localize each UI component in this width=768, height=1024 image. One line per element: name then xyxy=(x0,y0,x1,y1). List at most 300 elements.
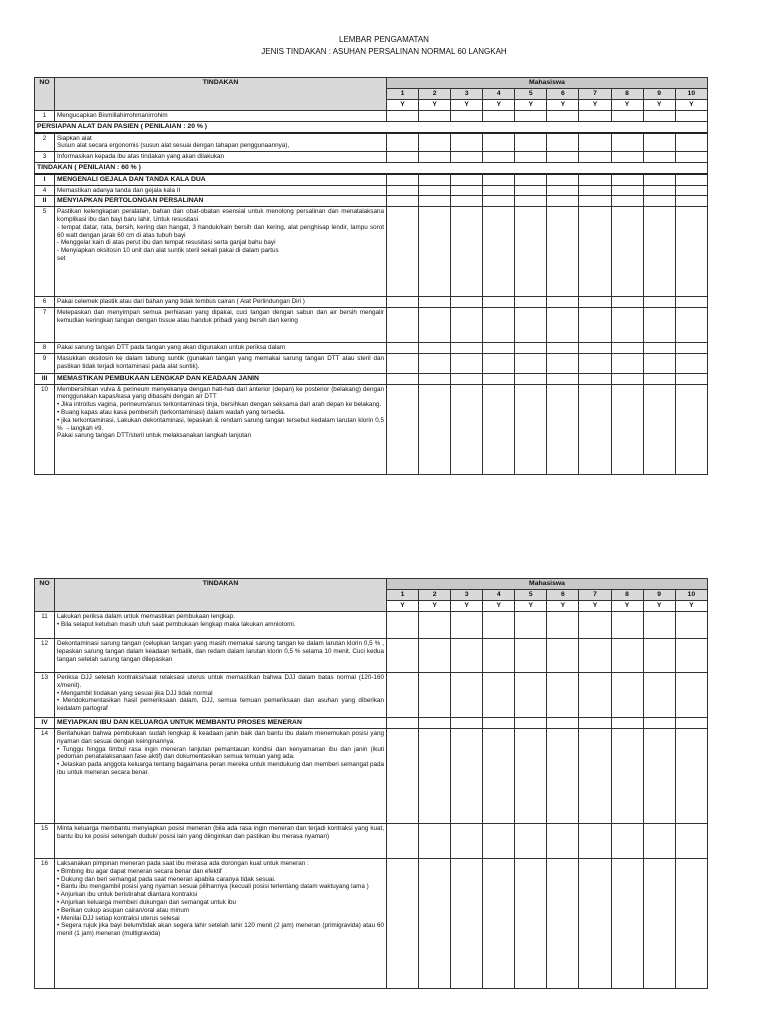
subsection-row xyxy=(35,196,708,207)
score-cell[interactable] xyxy=(547,307,579,342)
score-cell[interactable] xyxy=(419,673,451,718)
step-description: Masukkan oksitosin ke dalam tabung suntik (gunakan tangan yang memakai sarung tangan DTT atau steril dan pastikan tidak terjadi kontaminasi pada alat suntik). xyxy=(55,353,387,373)
section-title: TINDAKAN ( PENILAIAN : 60 % ) xyxy=(35,162,708,173)
score-cell[interactable] xyxy=(675,111,707,122)
score-cell[interactable] xyxy=(643,196,675,207)
header-student-1: 1 xyxy=(386,590,418,601)
step-number: 14 xyxy=(35,729,55,824)
score-cell[interactable] xyxy=(483,729,515,824)
score-cell[interactable] xyxy=(579,342,611,353)
header-no: NO xyxy=(35,78,55,111)
score-cell[interactable] xyxy=(579,384,611,474)
score-cell[interactable] xyxy=(483,185,515,196)
score-cell[interactable] xyxy=(515,196,547,207)
header-student-4: 4 xyxy=(483,89,515,100)
section-title: PERSIAPAN ALAT DAN PASIEN ( PENILAIAN : 20 % ) xyxy=(35,121,708,132)
observation-table-1 xyxy=(34,77,708,475)
header-student-6: 6 xyxy=(547,590,579,601)
header-student-9: 9 xyxy=(643,590,675,601)
score-cell[interactable] xyxy=(386,185,418,196)
score-cell[interactable] xyxy=(515,307,547,342)
check-mark-3: Y xyxy=(451,601,483,612)
score-cell[interactable] xyxy=(419,207,451,297)
score-cell[interactable] xyxy=(675,185,707,196)
header-student-8: 8 xyxy=(611,89,643,100)
check-mark-6: Y xyxy=(547,100,579,111)
score-cell[interactable] xyxy=(579,859,611,989)
score-cell[interactable] xyxy=(611,307,643,342)
score-cell[interactable] xyxy=(547,373,579,384)
score-cell[interactable] xyxy=(483,111,515,122)
score-cell[interactable] xyxy=(579,307,611,342)
score-cell[interactable] xyxy=(611,207,643,297)
score-cell[interactable] xyxy=(579,152,611,163)
score-cell[interactable] xyxy=(579,133,611,152)
score-cell[interactable] xyxy=(579,185,611,196)
step-description: Dekontaminasi sarung tangan (celupkan tangan yang masih memakai sarung tangan ke dalam larutan klorin 0,5 % , lepaskan sarung tangan dalam keadaan terbalik, dan redam dalam larutan klorin 0,5 % selama 10 menit. Cuci kedua tangan setelah sarung tangan dilepaskan xyxy=(55,639,387,673)
header-student-2: 2 xyxy=(419,590,451,601)
header-row xyxy=(35,78,708,89)
score-cell[interactable] xyxy=(611,297,643,308)
score-cell[interactable] xyxy=(643,612,675,639)
score-cell[interactable] xyxy=(611,185,643,196)
score-cell[interactable] xyxy=(579,196,611,207)
score-cell[interactable] xyxy=(611,824,643,859)
score-cell[interactable] xyxy=(643,859,675,989)
score-cell[interactable] xyxy=(547,824,579,859)
score-cell[interactable] xyxy=(419,718,451,729)
score-cell[interactable] xyxy=(419,297,451,308)
score-cell[interactable] xyxy=(451,174,483,185)
score-cell[interactable] xyxy=(515,673,547,718)
subsection-number: II xyxy=(35,196,55,207)
score-cell[interactable] xyxy=(515,207,547,297)
score-cell[interactable] xyxy=(483,373,515,384)
score-cell[interactable] xyxy=(643,185,675,196)
header-no: NO xyxy=(35,579,55,612)
score-cell[interactable] xyxy=(386,207,418,297)
score-cell[interactable] xyxy=(419,174,451,185)
step-description: Siapkan alat Susun alat secara ergonomis (susun alat sesuai dengan tahapan penggunaannya), xyxy=(55,133,387,152)
score-cell[interactable] xyxy=(579,111,611,122)
score-cell[interactable] xyxy=(386,174,418,185)
score-cell[interactable] xyxy=(579,174,611,185)
step-description: Minta keluarga membantu menyiapkan posisi meneran (bila ada rasa ingin meneran dan terjadi kontraksi yang kuat, bantu ibu ke posisi setengah duduk/ posisi lain yang diinginkan dan pastikan ibu merasa nyaman) xyxy=(55,824,387,859)
score-cell[interactable] xyxy=(515,729,547,824)
step-description: Mengucapkan Bismillahirrohmanirrohim xyxy=(55,111,387,122)
document-subtitle: JENIS TINDAKAN : ASUHAN PERSALINAN NORMAL 60 LANGKAH xyxy=(261,47,507,56)
header-student-10: 10 xyxy=(675,590,707,601)
score-cell[interactable] xyxy=(451,824,483,859)
score-cell[interactable] xyxy=(643,353,675,373)
step-number: 13 xyxy=(35,673,55,718)
score-cell[interactable] xyxy=(547,639,579,673)
score-cell[interactable] xyxy=(579,207,611,297)
score-cell[interactable] xyxy=(386,639,418,673)
score-cell[interactable] xyxy=(675,639,707,673)
score-cell[interactable] xyxy=(611,373,643,384)
score-cell[interactable] xyxy=(419,353,451,373)
score-cell[interactable] xyxy=(451,133,483,152)
score-cell[interactable] xyxy=(547,152,579,163)
header-student-9: 9 xyxy=(643,89,675,100)
score-cell[interactable] xyxy=(611,174,643,185)
score-cell[interactable] xyxy=(515,297,547,308)
score-cell[interactable] xyxy=(451,612,483,639)
header-student-10: 10 xyxy=(675,89,707,100)
step-description: Beritahukan bahwa pembukaan sudah lengkap & keadaan janin baik dan bantu ibu dalam menemukan posisi yang nyaman dan sesuai dengan keinginannya. • Tunggu hingga timbul rasa ingin meneran lanjutan pemantauan kondisi dan kenyamanan ibu dan janin (ikuti pedoman penatalaksanaan fase aktif) dan dokumentasikan semua temuan yang ada. • Jelaskan pada anggota keluarga tentang bagaimana peran mereka untuk mendukung dan memberi semangat pada ibu untuk meneran secara benar. xyxy=(55,729,387,824)
score-cell[interactable] xyxy=(611,353,643,373)
score-cell[interactable] xyxy=(386,824,418,859)
score-cell[interactable] xyxy=(643,152,675,163)
score-cell[interactable] xyxy=(611,133,643,152)
score-cell[interactable] xyxy=(547,185,579,196)
score-cell[interactable] xyxy=(547,673,579,718)
step-description: Melepaskan dan menyimpan semua perhiasan yang dipakai, cuci tangan dengan sabun dan air bersih mengalir kemudian keringkan tangan dengan tissue atau handuk pribadi yang bersih dan kering xyxy=(55,307,387,342)
header-student-1: 1 xyxy=(386,89,418,100)
score-cell[interactable] xyxy=(419,824,451,859)
header-student-7: 7 xyxy=(579,590,611,601)
step-number: 7 xyxy=(35,307,55,342)
score-cell[interactable] xyxy=(483,196,515,207)
score-cell[interactable] xyxy=(515,718,547,729)
step-row xyxy=(35,297,708,308)
score-cell[interactable] xyxy=(675,824,707,859)
score-cell[interactable] xyxy=(451,639,483,673)
score-cell[interactable] xyxy=(451,111,483,122)
score-cell[interactable] xyxy=(451,718,483,729)
score-cell[interactable] xyxy=(386,133,418,152)
score-cell[interactable] xyxy=(611,729,643,824)
step-row xyxy=(35,673,708,718)
score-cell[interactable] xyxy=(547,111,579,122)
score-cell[interactable] xyxy=(547,207,579,297)
score-cell[interactable] xyxy=(675,718,707,729)
subsection-title: MENYIAPKAN PERTOLONGAN PERSALINAN xyxy=(55,196,387,207)
score-cell[interactable] xyxy=(451,373,483,384)
step-description: Lakukan periksa dalam untuk memastikan pembukaan lengkap. • Bila selaput ketuban masih utuh saat pembukaan lengkap maka lakukan amniotomi. xyxy=(55,612,387,639)
score-cell[interactable] xyxy=(579,297,611,308)
score-cell[interactable] xyxy=(386,673,418,718)
header-student-3: 3 xyxy=(451,89,483,100)
score-cell[interactable] xyxy=(643,111,675,122)
score-cell[interactable] xyxy=(579,612,611,639)
score-cell[interactable] xyxy=(515,824,547,859)
score-cell[interactable] xyxy=(483,824,515,859)
header-student-7: 7 xyxy=(579,89,611,100)
score-cell[interactable] xyxy=(451,185,483,196)
step-description: Laksanakan pimpinan meneran pada saat ibu merasa ada dorongan kuat untuk meneran : • Bimbing ibu agar dapat meneran secara benar dan efektif • Dukung dan beri semangat pada saat meneran apabila caranya tidak sesuai. • Bantu ibu mengambil posisi yang nyaman sesuai pilihannya (kecuali posisi terlentang dalam waktuyang lama ) • Anjurkan ibu untuk beristirahat diantara kontraksi • Anjurkan keluarga memberi dukungan dan semangat untuk ibu • Berikan cukup asupan cairan/oral atau minum • Menilai DJJ setiap kontraksi uterus selesai • Segera rujuk jika bayi belum/tidak akan segera lahir setelah lahir 120 menit (2 jam) meneran (primigravida) atau 60 menit (1 jam) meneran (multigravida) xyxy=(55,859,387,989)
score-cell[interactable] xyxy=(675,196,707,207)
header-student-5: 5 xyxy=(515,590,547,601)
header-student-4: 4 xyxy=(483,590,515,601)
score-cell[interactable] xyxy=(579,639,611,673)
score-cell[interactable] xyxy=(643,639,675,673)
score-cell[interactable] xyxy=(451,673,483,718)
score-cell[interactable] xyxy=(547,729,579,824)
step-row xyxy=(35,207,708,297)
score-cell[interactable] xyxy=(451,859,483,989)
check-mark-3: Y xyxy=(451,100,483,111)
step-description: Pastikan kelengkapan peralatan, bahan dan obat-obatan esensial untuk menolong persalinan dan menatalaksana komplikasi ibu dan bayi baru lahir. Untuk resusitasi - tempat datar, rata, bersih, kering dan hangat, 3 handuk/kain bersih dan kering, alat penghisap lendir, lampu sorot 60 watt dengan jarak 60 cm di atas tubuh bayi - Menggelar kain di atas perut ibu dan tempat resusitasi serta ganjal bahu bayi - Menyiapkan oksitosin 10 unit dan alat suntik steril sekali pakai di dalam partus set xyxy=(55,207,387,297)
score-cell[interactable] xyxy=(611,111,643,122)
step-row xyxy=(35,729,708,824)
subsection-title: MEMASTIKAN PEMBUKAAN LENGKAP DAN KEADAAN JANIN xyxy=(55,373,387,384)
score-cell[interactable] xyxy=(386,859,418,989)
score-cell[interactable] xyxy=(386,612,418,639)
score-cell[interactable] xyxy=(419,196,451,207)
score-cell[interactable] xyxy=(579,673,611,718)
score-cell[interactable] xyxy=(611,673,643,718)
score-cell[interactable] xyxy=(515,353,547,373)
score-cell[interactable] xyxy=(515,185,547,196)
score-cell[interactable] xyxy=(643,718,675,729)
score-cell[interactable] xyxy=(419,729,451,824)
step-number: 15 xyxy=(35,824,55,859)
header-tindakan: TINDAKAN xyxy=(55,78,387,111)
step-description: Membersihkan vulva & perineum menyekanya dengan hati-hati dari anterior (depan) ke posterior (belakang) dengan menggunakan kapas/kasa yang dibasahi dengan air DTT • Jika introitus vagina, perineum/anus terkontaminasi tinja, bersihkan dengan seksama dari arah depan ke belakang. • Buang kapas atau kasa pembersih (terkontaminasi) dalam wadah yang tersedia. • jika terkontaminasi, Lakukan dekontaminasi, lepaskan & rendam sarung tangan tersebut kedalam larutan klorin 0,5 % →langkah #9. Pakai sarung tangan DTT/steril untuk melaksanakan langkah lanjutan xyxy=(55,384,387,474)
score-cell[interactable] xyxy=(643,174,675,185)
score-cell[interactable] xyxy=(643,342,675,353)
score-cell[interactable] xyxy=(515,174,547,185)
score-cell[interactable] xyxy=(451,152,483,163)
score-cell[interactable] xyxy=(483,342,515,353)
score-cell[interactable] xyxy=(483,384,515,474)
score-cell[interactable] xyxy=(451,353,483,373)
header-student-6: 6 xyxy=(547,89,579,100)
score-cell[interactable] xyxy=(675,342,707,353)
score-cell[interactable] xyxy=(386,384,418,474)
score-cell[interactable] xyxy=(611,718,643,729)
check-mark-7: Y xyxy=(579,100,611,111)
check-mark-4: Y xyxy=(483,601,515,612)
step-description: Periksa DJJ setelah kontraksi/saat relaksasi uterus untuk memastikan bahwa DJJ dalam batas normal (120-160 x/menit). • Mengambil tindakan yang sesuai jika DJJ tidak normal • Mendokumentasikan hasil pemeriksaan dalam, DJJ, semua temuan pemeriksaan dan asuhan yang diberikan kedalam partograf xyxy=(55,673,387,718)
header-row xyxy=(35,579,708,590)
score-cell[interactable] xyxy=(483,859,515,989)
section-row xyxy=(35,162,708,173)
step-row xyxy=(35,111,708,122)
step-row xyxy=(35,612,708,639)
score-cell[interactable] xyxy=(419,639,451,673)
check-mark-2: Y xyxy=(419,601,451,612)
header-student-3: 3 xyxy=(451,590,483,601)
score-cell[interactable] xyxy=(483,353,515,373)
score-cell[interactable] xyxy=(675,207,707,297)
score-cell[interactable] xyxy=(547,174,579,185)
subsection-title: MENGENALI GEJALA DAN TANDA KALA DUA xyxy=(55,174,387,185)
score-cell[interactable] xyxy=(547,353,579,373)
score-cell[interactable] xyxy=(483,297,515,308)
score-cell[interactable] xyxy=(386,196,418,207)
score-cell[interactable] xyxy=(579,824,611,859)
header-tindakan: TINDAKAN xyxy=(55,579,387,612)
score-cell[interactable] xyxy=(643,297,675,308)
score-cell[interactable] xyxy=(451,307,483,342)
observation-table-2 xyxy=(34,578,708,989)
score-cell[interactable] xyxy=(675,673,707,718)
score-cell[interactable] xyxy=(483,639,515,673)
check-mark-1: Y xyxy=(386,100,418,111)
score-cell[interactable] xyxy=(547,718,579,729)
step-row xyxy=(35,133,708,152)
score-cell[interactable] xyxy=(419,612,451,639)
score-cell[interactable] xyxy=(483,152,515,163)
score-cell[interactable] xyxy=(483,133,515,152)
score-cell[interactable] xyxy=(643,824,675,859)
score-cell[interactable] xyxy=(451,384,483,474)
section-row xyxy=(35,121,708,132)
score-cell[interactable] xyxy=(643,207,675,297)
score-cell[interactable] xyxy=(386,307,418,342)
check-mark-4: Y xyxy=(483,100,515,111)
score-cell[interactable] xyxy=(675,133,707,152)
score-cell[interactable] xyxy=(675,859,707,989)
score-cell[interactable] xyxy=(483,612,515,639)
step-number: 16 xyxy=(35,859,55,989)
score-cell[interactable] xyxy=(419,384,451,474)
score-cell[interactable] xyxy=(386,353,418,373)
subsection-row xyxy=(35,373,708,384)
score-cell[interactable] xyxy=(579,373,611,384)
score-cell[interactable] xyxy=(611,384,643,474)
score-cell[interactable] xyxy=(483,207,515,297)
step-description: Informasikan kepada ibu atas tindakan yang akan dilakukan xyxy=(55,152,387,163)
score-cell[interactable] xyxy=(451,729,483,824)
step-row xyxy=(35,639,708,673)
step-row xyxy=(35,384,708,474)
subsection-row xyxy=(35,718,708,729)
check-mark-1: Y xyxy=(386,601,418,612)
score-cell[interactable] xyxy=(643,307,675,342)
score-cell[interactable] xyxy=(675,612,707,639)
score-cell[interactable] xyxy=(547,384,579,474)
subsection-number: I xyxy=(35,174,55,185)
score-cell[interactable] xyxy=(611,612,643,639)
score-cell[interactable] xyxy=(515,342,547,353)
score-cell[interactable] xyxy=(643,133,675,152)
score-cell[interactable] xyxy=(515,639,547,673)
score-cell[interactable] xyxy=(419,342,451,353)
subsection-number: III xyxy=(35,373,55,384)
subsection-row xyxy=(35,174,708,185)
step-row xyxy=(35,342,708,353)
score-cell[interactable] xyxy=(611,152,643,163)
score-cell[interactable] xyxy=(483,718,515,729)
score-cell[interactable] xyxy=(419,859,451,989)
check-mark-5: Y xyxy=(515,601,547,612)
score-cell[interactable] xyxy=(515,373,547,384)
score-cell[interactable] xyxy=(515,859,547,989)
score-cell[interactable] xyxy=(547,342,579,353)
check-mark-10: Y xyxy=(675,601,707,612)
score-cell[interactable] xyxy=(675,174,707,185)
score-cell[interactable] xyxy=(579,353,611,373)
score-cell[interactable] xyxy=(643,729,675,824)
score-cell[interactable] xyxy=(451,342,483,353)
score-cell[interactable] xyxy=(419,111,451,122)
score-cell[interactable] xyxy=(386,152,418,163)
score-cell[interactable] xyxy=(675,384,707,474)
subsection-title: MEYIAPKAN IBU DAN KELUARGA UNTUK MEMBANTU PROSES MENERAN xyxy=(55,718,387,729)
check-mark-5: Y xyxy=(515,100,547,111)
score-cell[interactable] xyxy=(451,196,483,207)
score-cell[interactable] xyxy=(386,718,418,729)
score-cell[interactable] xyxy=(419,373,451,384)
score-cell[interactable] xyxy=(643,373,675,384)
score-cell[interactable] xyxy=(675,307,707,342)
document-header xyxy=(0,34,768,58)
score-cell[interactable] xyxy=(675,152,707,163)
header-mahasiswa: Mahasiswa xyxy=(386,78,707,89)
score-cell[interactable] xyxy=(419,152,451,163)
score-cell[interactable] xyxy=(547,612,579,639)
step-row xyxy=(35,185,708,196)
check-mark-6: Y xyxy=(547,601,579,612)
score-cell[interactable] xyxy=(611,196,643,207)
score-cell[interactable] xyxy=(515,133,547,152)
step-number: 10 xyxy=(35,384,55,474)
step-row xyxy=(35,353,708,373)
step-number: 11 xyxy=(35,612,55,639)
step-number: 8 xyxy=(35,342,55,353)
score-cell[interactable] xyxy=(547,133,579,152)
score-cell[interactable] xyxy=(419,307,451,342)
score-cell[interactable] xyxy=(547,196,579,207)
score-cell[interactable] xyxy=(643,384,675,474)
check-mark-10: Y xyxy=(675,100,707,111)
score-cell[interactable] xyxy=(611,639,643,673)
score-cell[interactable] xyxy=(515,384,547,474)
score-cell[interactable] xyxy=(675,353,707,373)
step-number: 5 xyxy=(35,207,55,297)
score-cell[interactable] xyxy=(675,373,707,384)
step-number: 4 xyxy=(35,185,55,196)
step-number: 3 xyxy=(35,152,55,163)
score-cell[interactable] xyxy=(579,729,611,824)
score-cell[interactable] xyxy=(675,297,707,308)
header-student-8: 8 xyxy=(611,590,643,601)
score-cell[interactable] xyxy=(611,859,643,989)
score-cell[interactable] xyxy=(579,718,611,729)
score-cell[interactable] xyxy=(611,342,643,353)
score-cell[interactable] xyxy=(386,373,418,384)
score-cell[interactable] xyxy=(515,612,547,639)
check-mark-8: Y xyxy=(611,100,643,111)
score-cell[interactable] xyxy=(675,729,707,824)
score-cell[interactable] xyxy=(547,297,579,308)
score-cell[interactable] xyxy=(386,729,418,824)
score-cell[interactable] xyxy=(483,307,515,342)
subsection-number: IV xyxy=(35,718,55,729)
score-cell[interactable] xyxy=(386,297,418,308)
score-cell[interactable] xyxy=(419,133,451,152)
score-cell[interactable] xyxy=(386,342,418,353)
step-description: Pakai sarung tangan DTT pada tangan yang akan digunakan untuk periksa dalam xyxy=(55,342,387,353)
check-mark-7: Y xyxy=(579,601,611,612)
step-number: 2 xyxy=(35,133,55,152)
score-cell[interactable] xyxy=(483,174,515,185)
score-cell[interactable] xyxy=(547,859,579,989)
score-cell[interactable] xyxy=(483,673,515,718)
score-cell[interactable] xyxy=(515,111,547,122)
score-cell[interactable] xyxy=(451,297,483,308)
score-cell[interactable] xyxy=(386,111,418,122)
score-cell[interactable] xyxy=(451,207,483,297)
check-mark-2: Y xyxy=(419,100,451,111)
score-cell[interactable] xyxy=(419,185,451,196)
score-cell[interactable] xyxy=(515,152,547,163)
score-cell[interactable] xyxy=(643,673,675,718)
